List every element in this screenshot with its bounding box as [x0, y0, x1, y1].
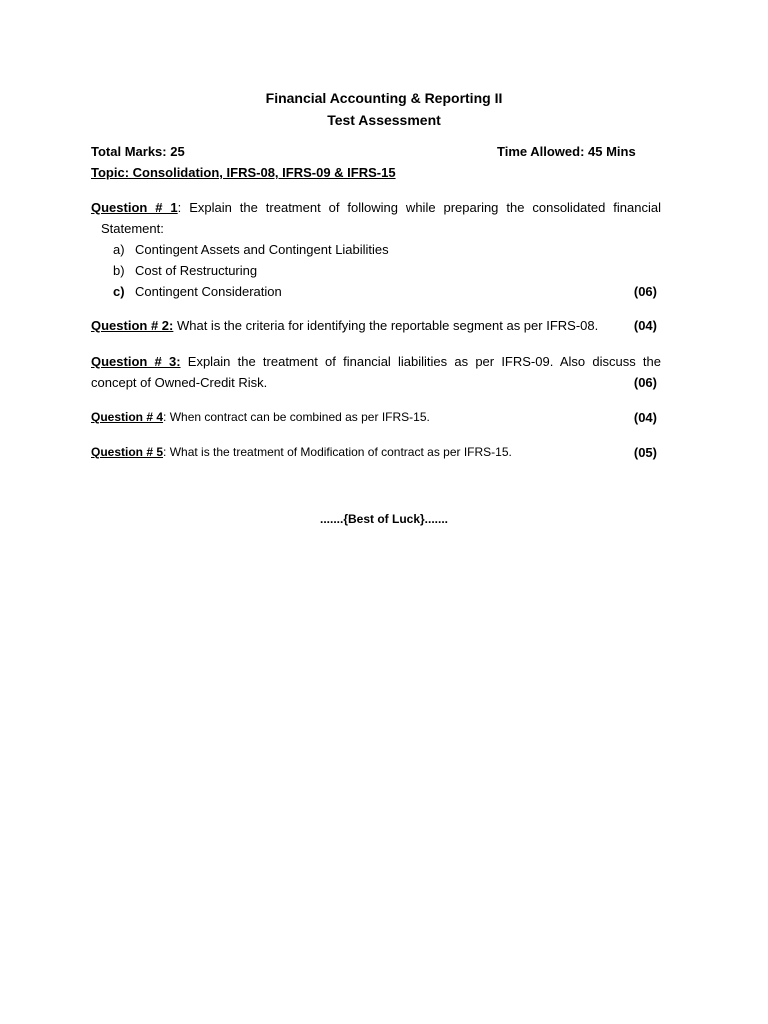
question-3-text: Explain the treatment of financial liabilities as per IFRS-09. Also discuss the	[180, 354, 661, 369]
document-subtitle: Test Assessment	[327, 112, 441, 128]
question-3-marks: (06)	[633, 375, 657, 390]
question-2-label: Question # 2:	[91, 318, 174, 333]
total-marks: Total Marks: 25	[91, 144, 185, 159]
question-3-line1	[91, 351, 661, 372]
question-3	[91, 351, 661, 393]
question-2-text: What is the criteria for identifying the reportable segment as per IFRS-08.	[173, 318, 599, 333]
question-5-marks: (05)	[633, 445, 657, 460]
question-1-item-a	[91, 239, 661, 260]
time-allowed: Time Allowed: 45 Mins	[497, 144, 636, 159]
question-1-item-c	[91, 281, 661, 302]
question-1-label: Question # 1	[91, 200, 178, 215]
question-1-line1	[91, 197, 661, 218]
question-2-marks: (04)	[633, 318, 657, 333]
question-4	[91, 407, 661, 428]
closing-message: .......{Best of Luck}.......	[319, 512, 449, 526]
question-5-label: Question # 5	[91, 445, 164, 459]
question-4-marks: (04)	[633, 410, 657, 425]
question-5-text: : What is the treatment of Modification of contract as per IFRS-15.	[163, 445, 512, 459]
question-1-text: : Explain the treatment of following while preparing the consolidated financial	[177, 200, 661, 215]
document-title: Financial Accounting & Reporting II	[265, 90, 503, 106]
item-text: Cost of Restructuring	[135, 263, 258, 278]
question-1-marks: (06)	[633, 284, 657, 299]
item-letter: b)	[113, 263, 125, 278]
item-text: Contingent Consideration	[135, 284, 282, 299]
question-1-line2: Statement:	[101, 221, 164, 236]
question-3-label: Question # 3:	[91, 354, 181, 369]
topic-line: Topic: Consolidation, IFRS-08, IFRS-09 & IFRS-15	[91, 165, 396, 180]
item-letter: a)	[113, 242, 125, 257]
question-1-item-b	[91, 260, 661, 281]
item-letter: c)	[113, 284, 125, 299]
question-4-label: Question # 4	[91, 410, 164, 424]
question-2	[91, 315, 661, 336]
question-1	[91, 197, 661, 302]
question-4-text: : When contract can be combined as per IFRS-15.	[163, 410, 430, 424]
question-5	[91, 442, 661, 463]
item-text: Contingent Assets and Contingent Liabilities	[135, 242, 389, 257]
question-3-line2: concept of Owned-Credit Risk.	[91, 375, 268, 390]
